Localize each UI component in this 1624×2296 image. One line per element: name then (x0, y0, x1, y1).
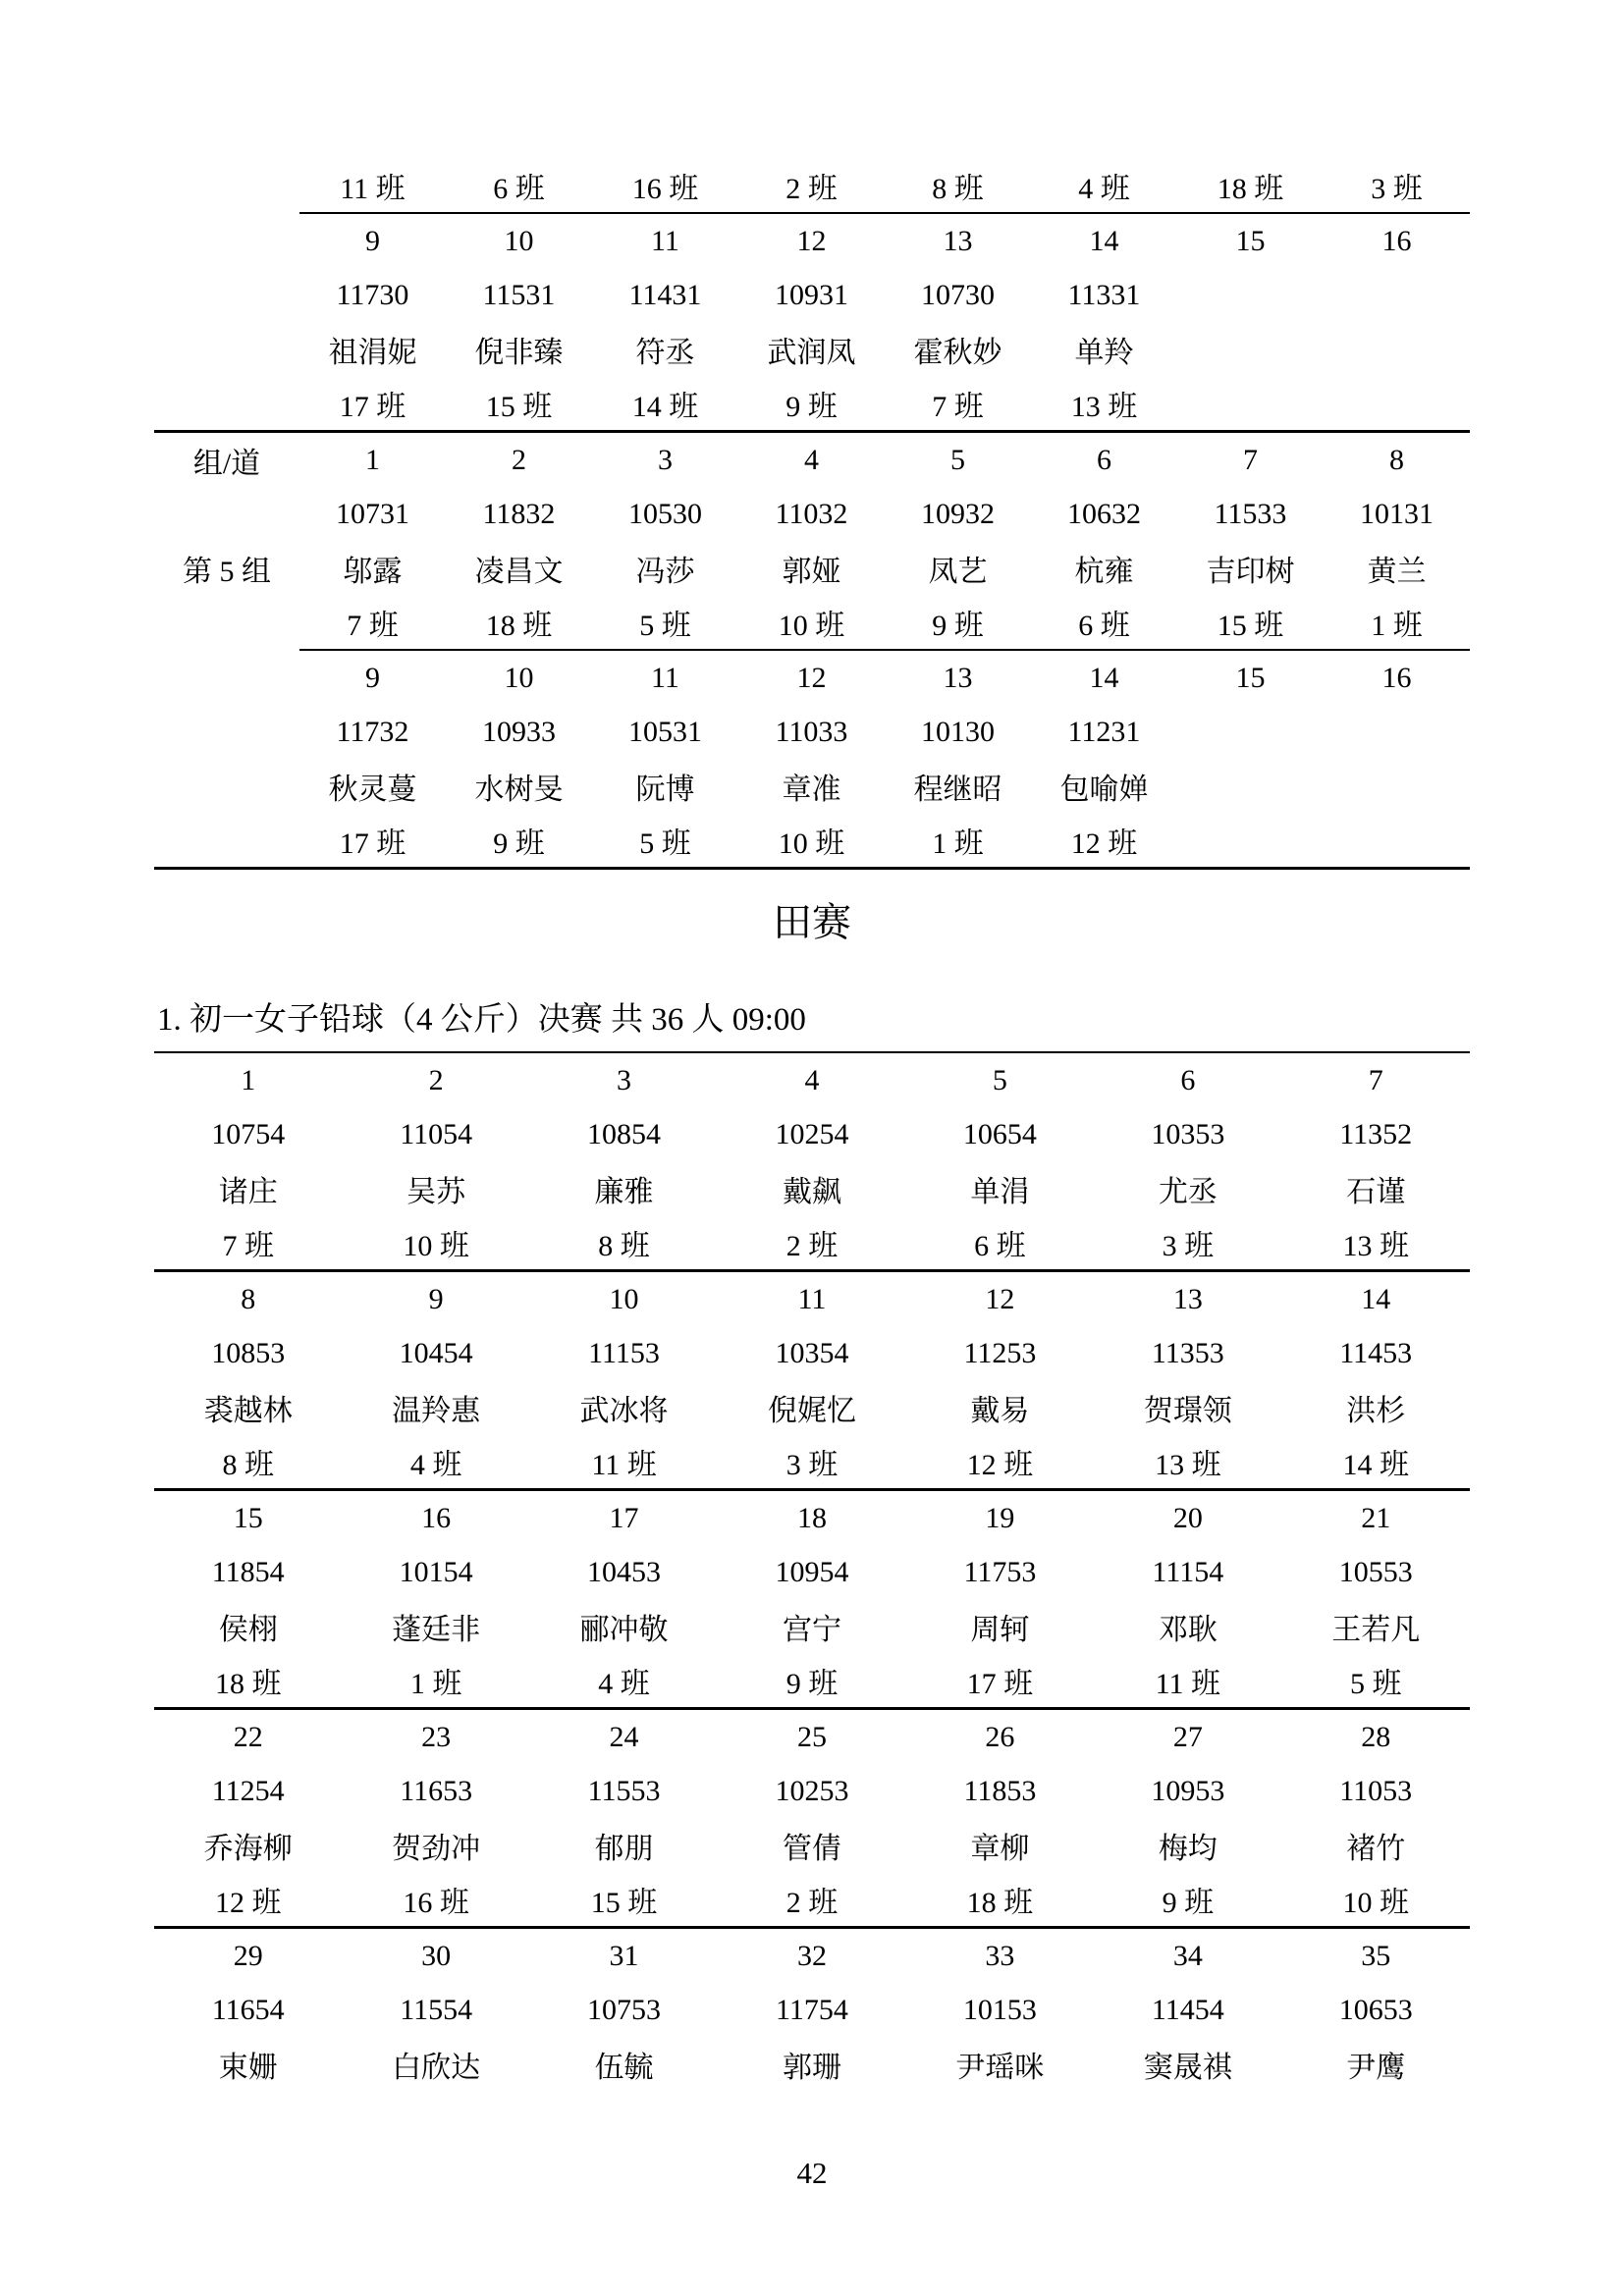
bib-number-cell: 10654 (962, 1117, 1037, 1150)
athlete-name-cell: 蓬廷非 (392, 1613, 481, 1646)
class-cell: 13 班 (1155, 1448, 1221, 1481)
page-number: 42 (796, 2156, 828, 2190)
class-cell: 15 班 (1217, 609, 1284, 642)
class-cell: 16 班 (631, 172, 699, 205)
athlete-name-cell: 窦晟祺 (1143, 2051, 1232, 2084)
table-row (154, 1929, 1470, 1983)
table-row (154, 1491, 1470, 1545)
athlete-name-cell: 武冰将 (579, 1394, 669, 1427)
table-row (154, 1818, 1470, 1872)
bib-number-cell: 11033 (775, 715, 848, 748)
athlete-name-cell: 符丞 (635, 336, 695, 369)
lane-number-cell: 7 (1243, 443, 1258, 476)
athlete-name-cell: 郭娅 (782, 555, 841, 588)
lane-number-cell: 2 (512, 443, 526, 476)
table-row (154, 651, 1470, 705)
athlete-name-cell: 管倩 (782, 1832, 841, 1865)
order-number-cell: 27 (1172, 1720, 1203, 1753)
lane-number-cell: 11 (651, 661, 679, 694)
order-number-cell: 16 (421, 1501, 452, 1534)
lane-number-cell: 4 (804, 443, 819, 476)
order-number-cell: 26 (985, 1720, 1015, 1753)
bib-number-cell: 11032 (775, 497, 848, 530)
lane-number-cell: 11 (651, 224, 679, 257)
lane-number-cell: 9 (365, 224, 380, 257)
athlete-name-cell: 章准 (782, 773, 841, 806)
class-cell: 2 班 (785, 172, 838, 205)
table-row (154, 322, 1470, 376)
class-cell: 10 班 (403, 1229, 469, 1262)
athlete-name-cell: 戴易 (970, 1394, 1030, 1427)
athlete-name-cell: 凤艺 (928, 555, 988, 588)
athlete-name-cell: 尹鹰 (1346, 2051, 1406, 2084)
lane-number-cell: 16 (1381, 224, 1412, 257)
athlete-name-cell: 束姗 (218, 2051, 278, 2084)
bib-number-cell: 11154 (1152, 1555, 1224, 1588)
class-cell: 7 班 (932, 390, 984, 423)
table-row (154, 376, 1470, 430)
class-cell: 6 班 (493, 172, 545, 205)
class-cell: 7 班 (222, 1229, 274, 1262)
bib-number-cell: 11533 (1214, 497, 1287, 530)
bib-number-cell: 10154 (399, 1555, 473, 1588)
order-number-cell: 33 (985, 1939, 1015, 1972)
class-cell: 9 班 (1162, 1886, 1215, 1919)
order-number-cell: 4 (804, 1063, 820, 1096)
bib-number-cell: 11853 (963, 1774, 1037, 1807)
bib-number-cell: 10632 (1067, 497, 1141, 530)
class-cell: 2 班 (785, 1886, 839, 1919)
order-number-cell: 6 (1180, 1063, 1196, 1096)
lane-number-cell: 12 (796, 661, 827, 694)
bib-number-cell: 10354 (775, 1336, 849, 1369)
class-cell: 9 班 (493, 827, 545, 860)
class-cell: 18 班 (214, 1667, 282, 1700)
class-cell: 8 班 (932, 172, 984, 205)
athlete-name-cell: 廉雅 (594, 1175, 654, 1208)
athlete-name-cell: 单羚 (1074, 336, 1134, 369)
order-number-cell: 32 (796, 1939, 827, 1972)
lane-number-cell: 10 (504, 661, 534, 694)
table-row (154, 268, 1470, 322)
bib-number-cell: 11553 (587, 1774, 661, 1807)
order-number-cell: 1 (241, 1063, 256, 1096)
bib-number-cell: 11554 (400, 1993, 473, 2026)
class-cell: 3 班 (1371, 172, 1423, 205)
lane-number-cell: 14 (1089, 661, 1119, 694)
table-rule (154, 867, 1470, 870)
athlete-name-cell: 诸庄 (218, 1175, 278, 1208)
group-label-cell: 第 5 组 (183, 555, 271, 588)
lane-number-cell: 13 (943, 224, 973, 257)
table-row (154, 595, 1470, 649)
class-cell: 4 班 (1078, 172, 1130, 205)
class-cell: 11 班 (340, 172, 406, 205)
lane-number-cell: 16 (1381, 661, 1412, 694)
bib-number-cell: 10731 (336, 497, 409, 530)
class-cell: 5 班 (639, 609, 691, 642)
table-row (154, 1380, 1470, 1434)
class-cell: 9 班 (785, 390, 838, 423)
table-row (154, 705, 1470, 759)
order-number-cell: 7 (1368, 1063, 1383, 1096)
athlete-name-cell: 杭雍 (1074, 555, 1134, 588)
table-row (154, 1215, 1470, 1269)
bib-number-cell: 11453 (1339, 1336, 1413, 1369)
lane-number-cell: 3 (658, 443, 673, 476)
bib-number-cell: 10353 (1151, 1117, 1225, 1150)
class-cell: 9 班 (932, 609, 984, 642)
lane-number-cell: 1 (365, 443, 380, 476)
athlete-name-cell: 秋灵蔓 (328, 773, 417, 806)
athlete-name-cell: 温羚惠 (392, 1394, 481, 1427)
class-cell: 10 班 (1342, 1886, 1409, 1919)
lane-number-cell: 9 (365, 661, 380, 694)
table-row (154, 1161, 1470, 1215)
bib-number-cell: 11531 (482, 278, 556, 311)
bib-number-cell: 11153 (588, 1336, 660, 1369)
order-number-cell: 35 (1361, 1939, 1391, 1972)
table-row (154, 541, 1470, 595)
class-cell: 17 班 (339, 827, 406, 860)
table-row (154, 1107, 1470, 1161)
order-number-cell: 30 (421, 1939, 452, 1972)
table-row (154, 487, 1470, 541)
athlete-name-cell: 郁朋 (594, 1832, 654, 1865)
athlete-name-cell: 尹瑶咪 (955, 2051, 1045, 2084)
bib-number-cell: 10254 (775, 1117, 849, 1150)
class-cell: 1 班 (1371, 609, 1423, 642)
lane-number-cell: 12 (796, 224, 827, 257)
table-row (154, 1053, 1470, 1107)
athlete-name-cell: 郦冲敬 (579, 1613, 669, 1646)
bib-number-cell: 10854 (587, 1117, 662, 1150)
athlete-name-cell: 倪娓忆 (767, 1394, 856, 1427)
lane-number-cell: 5 (950, 443, 965, 476)
bib-number-cell: 11454 (1151, 1993, 1224, 2026)
bib-number-cell: 11053 (1339, 1774, 1413, 1807)
order-number-cell: 11 (797, 1282, 827, 1315)
order-number-cell: 3 (617, 1063, 632, 1096)
order-number-cell: 20 (1172, 1501, 1203, 1534)
bib-number-cell: 10531 (628, 715, 702, 748)
event-title: 1. 初一女子铅球（4 公斤）决赛 共 36 人 09:00 (157, 1002, 806, 1038)
athlete-name-cell: 乔海柳 (203, 1832, 293, 1865)
order-number-cell: 2 (428, 1063, 444, 1096)
class-cell: 17 班 (966, 1667, 1034, 1700)
athlete-name-cell: 阮博 (635, 773, 695, 806)
athlete-name-cell: 石谨 (1346, 1175, 1406, 1208)
athlete-name-cell: 冯莎 (635, 555, 695, 588)
order-number-cell: 17 (609, 1501, 639, 1534)
athlete-name-cell: 章柳 (970, 1832, 1030, 1865)
table-row (154, 214, 1470, 268)
athlete-name-cell: 吴苏 (406, 1175, 466, 1208)
class-cell: 18 班 (966, 1886, 1034, 1919)
bib-number-cell: 10530 (628, 497, 702, 530)
table-row (154, 2037, 1470, 2091)
table-row (154, 1710, 1470, 1764)
lane-number-cell: 13 (943, 661, 973, 694)
class-cell: 10 班 (778, 609, 845, 642)
bib-number-cell: 11254 (211, 1774, 285, 1807)
order-number-cell: 15 (233, 1501, 263, 1534)
bib-number-cell: 11253 (963, 1336, 1037, 1369)
section-title: 田赛 (773, 900, 851, 944)
order-number-cell: 21 (1361, 1501, 1391, 1534)
athlete-name-cell: 王若凡 (1331, 1613, 1421, 1646)
order-number-cell: 29 (233, 1939, 263, 1972)
class-cell: 11 班 (591, 1448, 657, 1481)
bib-number-cell: 10730 (921, 278, 995, 311)
athlete-name-cell: 梅均 (1158, 1832, 1218, 1865)
class-cell: 11 班 (1155, 1667, 1221, 1700)
order-number-cell: 9 (428, 1282, 444, 1315)
table-row (154, 1764, 1470, 1818)
group-label-cell: 组/道 (192, 447, 261, 480)
class-cell: 7 班 (347, 609, 399, 642)
lane-number-cell: 14 (1089, 224, 1119, 257)
track-heats-table (154, 158, 1470, 870)
athlete-name-cell: 祖涓妮 (328, 336, 417, 369)
class-cell: 17 班 (339, 390, 406, 423)
order-number-cell: 8 (241, 1282, 256, 1315)
athlete-name-cell: 黄兰 (1367, 555, 1427, 588)
table-row (154, 1545, 1470, 1599)
bib-number-cell: 11854 (211, 1555, 285, 1588)
bib-number-cell: 10453 (587, 1555, 662, 1588)
bib-number-cell: 10454 (399, 1336, 473, 1369)
table-row (154, 1434, 1470, 1488)
lane-number-cell: 6 (1097, 443, 1111, 476)
bib-number-cell: 10954 (775, 1555, 849, 1588)
lane-number-cell: 15 (1235, 661, 1266, 694)
bib-number-cell: 11754 (776, 1993, 848, 2026)
bib-number-cell: 10131 (1360, 497, 1434, 530)
athlete-name-cell: 尤丞 (1158, 1175, 1218, 1208)
order-number-cell: 24 (609, 1720, 639, 1753)
class-cell: 14 班 (631, 390, 699, 423)
class-cell: 3 班 (1162, 1229, 1215, 1262)
class-cell: 1 班 (409, 1667, 462, 1700)
athlete-name-cell: 程继昭 (913, 773, 1002, 806)
athlete-name-cell: 洪杉 (1346, 1394, 1406, 1427)
class-cell: 8 班 (222, 1448, 274, 1481)
bib-number-cell: 10553 (1338, 1555, 1413, 1588)
order-number-cell: 19 (985, 1501, 1015, 1534)
bib-number-cell: 11352 (1339, 1117, 1413, 1150)
athlete-name-cell: 贺璟领 (1143, 1394, 1232, 1427)
order-number-cell: 14 (1361, 1282, 1391, 1315)
field-event-table (154, 1051, 1470, 2091)
class-cell: 12 班 (214, 1886, 282, 1919)
athlete-name-cell: 凌昌文 (474, 555, 564, 588)
bib-number-cell: 10130 (921, 715, 995, 748)
table-row (154, 433, 1470, 487)
athlete-name-cell: 郭珊 (782, 2051, 841, 2084)
class-cell: 16 班 (403, 1886, 469, 1919)
bib-number-cell: 11054 (400, 1117, 473, 1150)
order-number-cell: 22 (233, 1720, 263, 1753)
athlete-name-cell: 霍秋妙 (913, 336, 1002, 369)
bib-number-cell: 10753 (587, 1993, 662, 2026)
bib-number-cell: 11832 (482, 497, 556, 530)
class-cell: 18 班 (1217, 172, 1284, 205)
order-number-cell: 23 (421, 1720, 452, 1753)
athlete-name-cell: 邓耿 (1158, 1613, 1218, 1646)
class-cell: 2 班 (785, 1229, 839, 1262)
athlete-name-cell: 侯栩 (218, 1613, 278, 1646)
athlete-name-cell: 裘越林 (203, 1394, 293, 1427)
table-row (154, 1872, 1470, 1926)
athlete-name-cell: 褚竹 (1346, 1832, 1406, 1865)
bib-number-cell: 10253 (775, 1774, 849, 1807)
table-row (154, 1326, 1470, 1380)
athlete-name-cell: 武润凤 (767, 336, 856, 369)
order-number-cell: 25 (796, 1720, 827, 1753)
bib-number-cell: 11331 (1067, 278, 1141, 311)
athlete-name-cell: 吉印树 (1206, 555, 1295, 588)
class-cell: 14 班 (1342, 1448, 1409, 1481)
bib-number-cell: 10853 (211, 1336, 286, 1369)
class-cell: 13 班 (1070, 390, 1138, 423)
table-row (154, 158, 1470, 212)
bib-number-cell: 10653 (1338, 1993, 1413, 2026)
athlete-name-cell: 包喻婵 (1059, 773, 1149, 806)
table-row (154, 1272, 1470, 1326)
lane-number-cell: 15 (1235, 224, 1266, 257)
lane-number-cell: 8 (1389, 443, 1404, 476)
bib-number-cell: 11732 (336, 715, 409, 748)
athlete-name-cell: 白欣达 (392, 2051, 481, 2084)
bib-number-cell: 11353 (1151, 1336, 1224, 1369)
table-row (154, 1653, 1470, 1707)
athlete-name-cell: 周轲 (970, 1613, 1030, 1646)
athlete-name-cell: 单涓 (970, 1175, 1030, 1208)
athlete-name-cell: 倪非臻 (474, 336, 564, 369)
order-number-cell: 18 (796, 1501, 827, 1534)
class-cell: 15 班 (590, 1886, 658, 1919)
bib-number-cell: 11231 (1067, 715, 1141, 748)
bib-number-cell: 10153 (962, 1993, 1037, 2026)
class-cell: 5 班 (1349, 1667, 1402, 1700)
class-cell: 9 班 (785, 1667, 839, 1700)
athlete-name-cell: 水树旻 (474, 773, 564, 806)
order-number-cell: 31 (609, 1939, 639, 1972)
class-cell: 15 班 (485, 390, 553, 423)
bib-number-cell: 11654 (211, 1993, 285, 2026)
class-cell: 13 班 (1342, 1229, 1409, 1262)
class-cell: 4 班 (598, 1667, 650, 1700)
class-cell: 5 班 (639, 827, 691, 860)
class-cell: 10 班 (778, 827, 845, 860)
bib-number-cell: 10933 (482, 715, 556, 748)
bib-number-cell: 11653 (400, 1774, 473, 1807)
class-cell: 6 班 (1078, 609, 1130, 642)
bib-number-cell: 10953 (1151, 1774, 1225, 1807)
athlete-name-cell: 伍毓 (594, 2051, 654, 2084)
class-cell: 8 班 (598, 1229, 650, 1262)
class-cell: 1 班 (932, 827, 984, 860)
order-number-cell: 34 (1172, 1939, 1203, 1972)
athlete-name-cell: 贺劲冲 (392, 1832, 481, 1865)
class-cell: 18 班 (485, 609, 553, 642)
athlete-name-cell: 戴飙 (782, 1175, 841, 1208)
bib-number-cell: 11753 (963, 1555, 1037, 1588)
athlete-name-cell: 宫宁 (782, 1613, 841, 1646)
table-row (154, 759, 1470, 813)
bib-number-cell: 10932 (921, 497, 995, 530)
class-cell: 4 班 (409, 1448, 462, 1481)
class-cell: 12 班 (1070, 827, 1138, 860)
lane-number-cell: 10 (504, 224, 534, 257)
table-row (154, 1983, 1470, 2037)
bib-number-cell: 11431 (628, 278, 702, 311)
athlete-name-cell: 邬露 (343, 555, 403, 588)
table-row (154, 1599, 1470, 1653)
class-cell: 12 班 (966, 1448, 1034, 1481)
order-number-cell: 5 (992, 1063, 1007, 1096)
order-number-cell: 10 (609, 1282, 639, 1315)
table-row (154, 813, 1470, 867)
bib-number-cell: 10754 (211, 1117, 286, 1150)
order-number-cell: 13 (1172, 1282, 1203, 1315)
order-number-cell: 12 (985, 1282, 1015, 1315)
bib-number-cell: 11730 (336, 278, 409, 311)
class-cell: 3 班 (785, 1448, 839, 1481)
bib-number-cell: 10931 (775, 278, 848, 311)
order-number-cell: 28 (1361, 1720, 1391, 1753)
class-cell: 6 班 (974, 1229, 1026, 1262)
